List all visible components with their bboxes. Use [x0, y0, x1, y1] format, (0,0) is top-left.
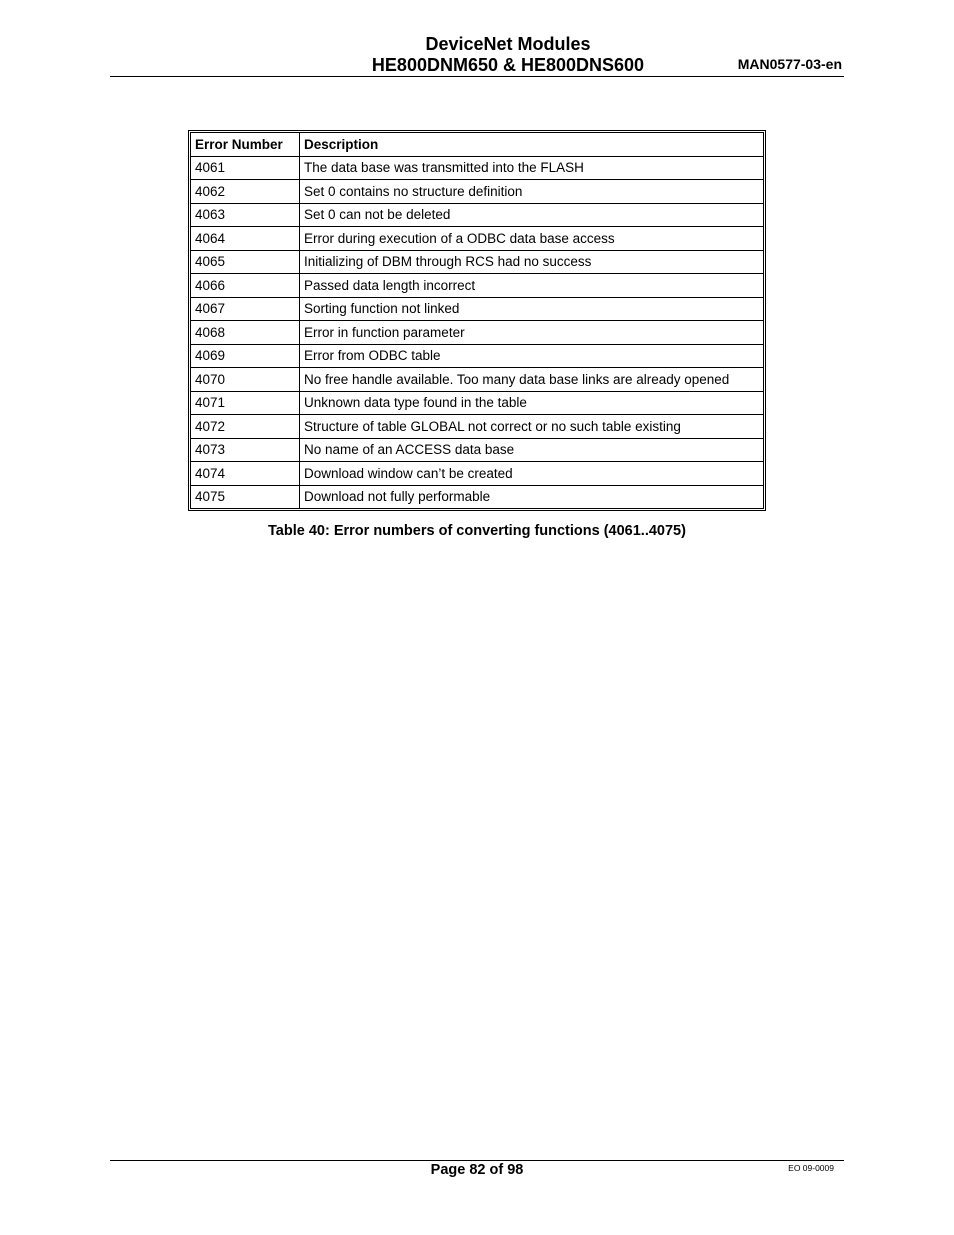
- table-row: [191, 368, 764, 392]
- error-number-cell: 4063: [191, 203, 300, 227]
- table-row: [191, 391, 764, 415]
- description-cell: The data base was transmitted into the FLASH: [300, 156, 764, 180]
- error-number-cell: 4075: [191, 485, 300, 509]
- error-number-cell: 4064: [191, 227, 300, 251]
- description-cell: Error in function parameter: [300, 321, 764, 345]
- table-row: [191, 297, 764, 321]
- page-number: Page 82 of 98: [430, 1162, 524, 1178]
- header-divider: [110, 76, 844, 77]
- error-number-cell: 4069: [191, 344, 300, 368]
- table-header-row: [191, 133, 764, 157]
- error-number-cell: 4065: [191, 250, 300, 274]
- table-row: [191, 250, 764, 274]
- table-row: [191, 227, 764, 251]
- error-table: [190, 132, 764, 509]
- table-row: [191, 274, 764, 298]
- error-number-cell: 4061: [191, 156, 300, 180]
- description-cell: Passed data length incorrect: [300, 274, 764, 298]
- table-row: [191, 180, 764, 204]
- error-number-cell: 4073: [191, 438, 300, 462]
- description-cell: Initializing of DBM through RCS had no success: [300, 250, 764, 274]
- document-title: [310, 34, 706, 76]
- document-number: MAN0577-03-en: [737, 56, 842, 72]
- error-number-cell: 4066: [191, 274, 300, 298]
- document-title-line-2: HE800DNM650 & HE800DNS600: [371, 55, 645, 75]
- table-row: [191, 156, 764, 180]
- description-cell: Error during execution of a ODBC data base access: [300, 227, 764, 251]
- description-cell: No free handle available. Too many data base links are already opened: [300, 368, 764, 392]
- description-cell: Unknown data type found in the table: [300, 391, 764, 415]
- error-number-cell: 4068: [191, 321, 300, 345]
- description-cell: No name of an ACCESS data base: [300, 438, 764, 462]
- table-row: [191, 344, 764, 368]
- column-header-error-number: Error Number: [191, 133, 300, 157]
- error-number-cell: 4072: [191, 415, 300, 439]
- description-cell: Structure of table GLOBAL not correct or no such table existing: [300, 415, 764, 439]
- error-number-cell: 4074: [191, 462, 300, 486]
- table-row: [191, 485, 764, 509]
- description-cell: Set 0 contains no structure definition: [300, 180, 764, 204]
- description-cell: Sorting function not linked: [300, 297, 764, 321]
- error-number-cell: 4062: [191, 180, 300, 204]
- table-row: [191, 462, 764, 486]
- table-row: [191, 321, 764, 345]
- eo-number: EO 09-0009: [788, 1163, 834, 1173]
- error-number-cell: 4071: [191, 391, 300, 415]
- table-row: [191, 415, 764, 439]
- document-title-line-1: DeviceNet Modules: [425, 34, 591, 54]
- table-row: [191, 203, 764, 227]
- description-cell: Download not fully performable: [300, 485, 764, 509]
- description-cell: Error from ODBC table: [300, 344, 764, 368]
- description-cell: Set 0 can not be deleted: [300, 203, 764, 227]
- description-cell: Download window can’t be created: [300, 462, 764, 486]
- column-header-description: Description: [300, 133, 764, 157]
- table-row: [191, 438, 764, 462]
- error-number-cell: 4067: [191, 297, 300, 321]
- error-number-cell: 4070: [191, 368, 300, 392]
- table-caption: Table 40: Error numbers of converting functions (4061..4075): [268, 523, 686, 539]
- error-table-frame: [188, 130, 766, 511]
